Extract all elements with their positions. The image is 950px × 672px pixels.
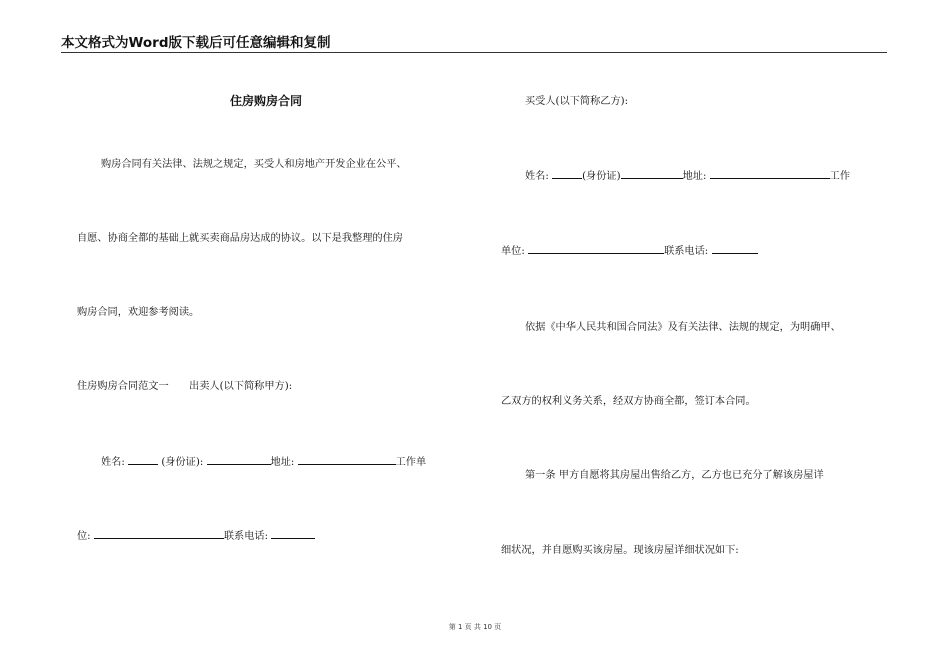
left-paragraph-3: 购房合同，欢迎参考阅读。 bbox=[77, 307, 200, 318]
buyer-info-line-1 bbox=[525, 167, 850, 182]
right-paragraph-1: 依据《中华人民共和国合同法》及有关法律、法规的规定，为明确甲、 bbox=[525, 322, 841, 333]
seller-info-line-1 bbox=[101, 453, 426, 468]
buyer-address-blank bbox=[710, 168, 830, 179]
seller-work-label: 工作单 bbox=[395, 457, 427, 468]
buyer-work-label: 工作 bbox=[829, 171, 851, 182]
buyer-phone-label: 联系电话: bbox=[664, 246, 709, 257]
buyer-id-blank bbox=[621, 168, 683, 179]
buyer-phone-blank bbox=[712, 243, 758, 254]
right-paragraph-2: 乙双方的权利义务关系，经双方协商全都，签订本合同。 bbox=[501, 396, 756, 407]
seller-id-label: (身份证): bbox=[161, 457, 204, 468]
document-title: 住房购房合同 bbox=[229, 94, 302, 108]
right-paragraph-4: 细状况，并自愿购买该房屋。现该房屋详细状况如下: bbox=[501, 545, 739, 556]
seller-phone-blank bbox=[271, 528, 315, 539]
buyer-unit-label: 单位: bbox=[501, 246, 525, 257]
header-rule bbox=[61, 52, 887, 53]
seller-name-label: 姓名: bbox=[101, 457, 125, 468]
buyer-info-line-2 bbox=[501, 242, 758, 257]
seller-address-blank bbox=[298, 454, 396, 465]
seller-phone-label: 联系电话: bbox=[223, 531, 269, 542]
buyer-address-label: 地址: bbox=[682, 171, 707, 182]
left-paragraph-1: 购房合同有关法律、法规之规定，买受人和房地产开发企业在公平、 bbox=[101, 159, 407, 170]
left-paragraph-2: 自愿、协商全都的基础上就买卖商品房达成的协议。以下是我整理的住房 bbox=[77, 233, 403, 244]
seller-info-line-2 bbox=[77, 527, 315, 542]
seller-unit-label: 位: bbox=[77, 531, 91, 542]
buyer-unit-blank bbox=[528, 243, 664, 254]
seller-unit-blank bbox=[94, 528, 224, 539]
seller-id-blank bbox=[207, 454, 271, 465]
buyer-heading: 买受人(以下简称乙方): bbox=[525, 96, 629, 107]
seller-name-blank bbox=[128, 454, 158, 465]
seller-address-label: 地址: bbox=[270, 457, 295, 468]
right-paragraph-3: 第一条 甲方自愿将其房屋出售给乙方，乙方也已充分了解该房屋详 bbox=[525, 470, 824, 481]
document-header: 本文格式为Word版下载后可任意编辑和复制 bbox=[61, 35, 331, 51]
buyer-name-label: 姓名: bbox=[525, 171, 549, 182]
buyer-id-label: (身份证) bbox=[582, 171, 621, 182]
buyer-name-blank bbox=[552, 168, 582, 179]
page-number: 第 1 页 共 10 页 bbox=[448, 623, 502, 631]
seller-heading: 住房购房合同范文一 出卖人(以下简称甲方): bbox=[77, 381, 293, 392]
